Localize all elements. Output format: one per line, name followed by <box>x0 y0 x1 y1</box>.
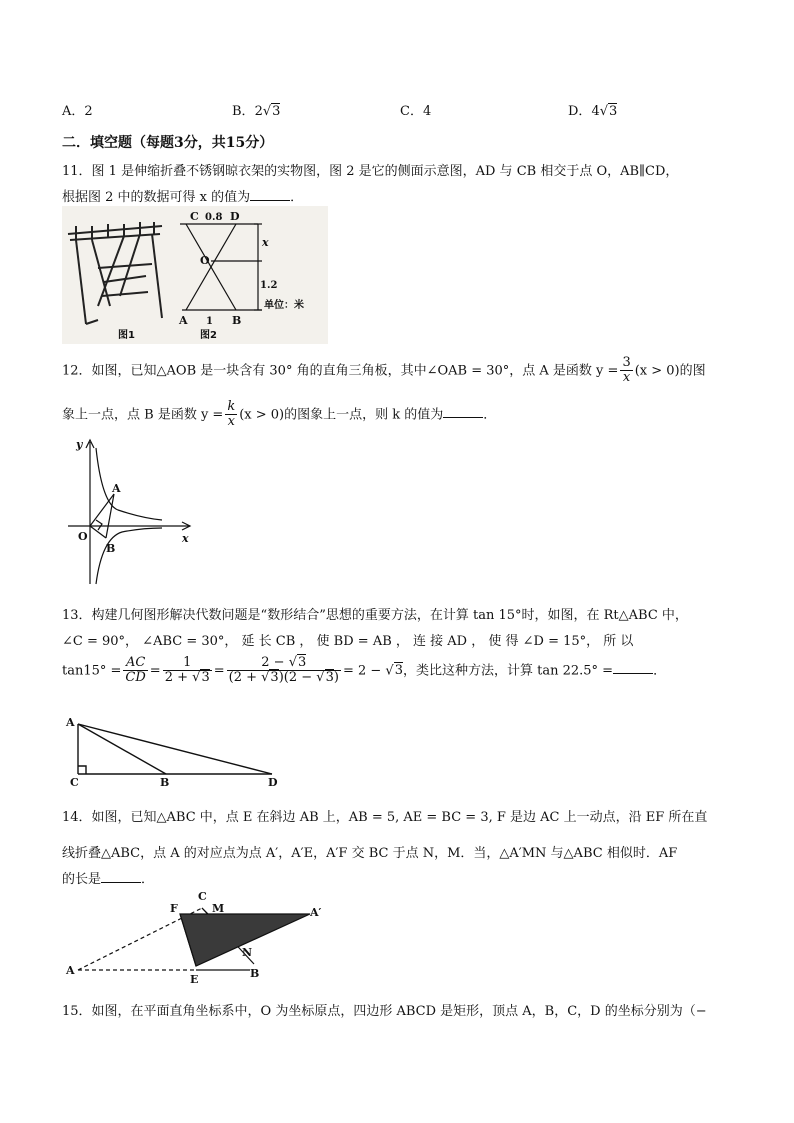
label-y: y <box>76 438 83 451</box>
label-x: x <box>182 532 189 545</box>
option-c: C．4 <box>400 104 432 119</box>
label-length-1-2: 1.2 <box>260 280 278 291</box>
label-c: C <box>190 210 199 223</box>
option-a: A．2 <box>62 104 93 119</box>
q14-line2: 线折叠△ABC，点 A 的对应点为点 A′，A′E，A′F 交 BC 于点 N，M．当，△A′MN 与△ABC 相似时．AF <box>62 846 678 861</box>
q14-figure <box>62 886 328 986</box>
label-m: M <box>212 902 225 915</box>
segment-ob <box>90 526 106 538</box>
q13-line1: 13．构建几何图形解决代数问题是“数形结合”思想的重要方法，在计算 tan 15°时，如图，在 Rt△ABC 中， <box>62 608 688 623</box>
q11-line1: 11．图 1 是伸缩折叠不锈钢晾衣架的实物图，图 2 是它的侧面示意图，AD 与 CB 相交于点 O，AB∥CD， <box>62 164 679 179</box>
segment-ab <box>106 494 114 538</box>
q13-figure <box>62 712 288 790</box>
fraction-3-over-x: $\frac{3}{x}$ <box>622 355 631 386</box>
fraction-rationalized: $\frac{2 - √3}{(2 + √3)(2 - √3)}$ <box>228 655 339 686</box>
q12-figure <box>62 434 198 590</box>
q13-line2: ∠C = 90°， ∠ABC = 30°， 延 长 CB ， 使 BD = AB ， 连 接 AD ， 使 得 ∠D = 15°， 所 以 <box>62 634 634 649</box>
option-d: D．4√3 <box>568 104 618 119</box>
label-a: A <box>112 482 121 495</box>
label-b: B <box>250 967 260 980</box>
label-a: A <box>179 314 188 327</box>
label-d: D <box>268 776 278 789</box>
label-c: C <box>198 890 207 903</box>
caption-figure-2: 图2 <box>200 330 217 341</box>
q14-line3: 的长是 ． <box>62 872 155 887</box>
q13-equation: tan15° = $\frac{AC}{CD}$ = $\frac{1}{2 + √3}$ = $\frac{2 - √3}{(2 + √3)(2 - √3)}$ = 2 − √3，类比这种方法，计算 tan 22.5° = ． <box>62 655 667 686</box>
caption-figure-1: 图1 <box>118 330 135 341</box>
fraction-1-over-2-plus-root3: $\frac{1}{2 + √3}$ <box>164 655 210 686</box>
label-n: N <box>242 946 253 959</box>
q11-line2: 根据图 2 中的数据可得 x 的值为 ． <box>62 190 304 205</box>
segment-ab <box>78 724 166 774</box>
answer-blank[interactable] <box>101 870 141 883</box>
section-title: 二．填空题（每题3分，共15分） <box>62 135 274 151</box>
answer-blank[interactable] <box>613 661 653 674</box>
curve-y-3-over-x <box>96 448 162 520</box>
label-unit: 单位：米 <box>264 300 304 311</box>
q11-figure <box>62 206 328 344</box>
label-b: B <box>232 314 242 327</box>
label-o: O <box>200 254 210 267</box>
right-angle-mark <box>78 766 86 774</box>
label-b: B <box>106 542 116 555</box>
label-a: A <box>66 964 75 977</box>
label-e: E <box>190 973 199 986</box>
segment-ad <box>78 724 272 774</box>
fraction-k-over-x: $\frac{k}{x}$ <box>227 399 236 430</box>
label-d: D <box>230 210 240 223</box>
label-top-length: 0.8 <box>205 212 223 223</box>
segment-oa <box>90 494 114 526</box>
q15-line1: 15．如图，在平面直角坐标系中，O 为坐标原点，四边形 ABCD 是矩形，顶点 A，B，C，D 的坐标分别为（− <box>62 1004 707 1019</box>
label-f: F <box>170 902 178 915</box>
answer-blank[interactable] <box>443 405 483 418</box>
q14-line1: 14．如图，已知△ABC 中，点 E 在斜边 AB 上，AB = 5, AE = BC = 3, F 是边 AC 上一动点，沿 EF 所在直 <box>62 810 708 825</box>
q12-line2: 象上一点，点 B 是函数 y = $\frac{k}{x}$ (x > 0)的图象上一点，则 k 的值为 ． <box>62 399 497 430</box>
label-a-prime: A′ <box>310 906 322 919</box>
label-a: A <box>66 716 75 729</box>
label-o: O <box>78 530 88 543</box>
label-one: 1 <box>206 316 213 327</box>
right-angle-mark <box>96 520 102 530</box>
answer-blank[interactable] <box>250 188 290 201</box>
option-b: B．2√3 <box>232 104 281 119</box>
label-c: C <box>70 776 79 789</box>
label-x: x <box>262 236 269 249</box>
q12-line1: 12．如图，已知△AOB 是一块含有 30° 角的直角三角板，其中∠OAB = 30°，点 A 是函数 y = $\frac{3}{x}$ (x > 0)的图 <box>62 355 706 386</box>
label-b: B <box>160 776 170 789</box>
fraction-ac-over-cd: $\frac{AC}{CD}$ <box>125 655 146 686</box>
